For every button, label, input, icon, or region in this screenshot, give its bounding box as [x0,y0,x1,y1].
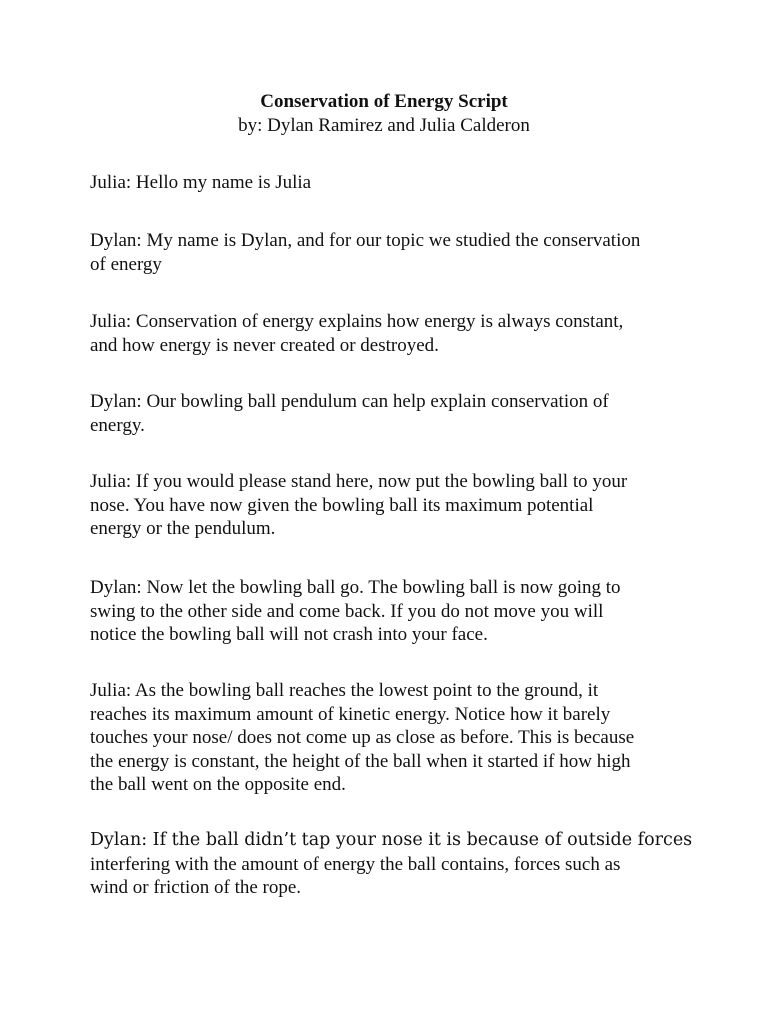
text-line: notice the bowling ball will not crash into your face. [90,624,488,645]
script-line-dylan-3 [90,576,690,647]
text-line: swing to the other side and come back. If you do not move you will [90,600,604,622]
text-line: Dylan: My name is Dylan, and for our topic we studied the conservation [90,230,641,251]
text-line: of energy [90,253,162,275]
script-line-dylan-2 [90,390,690,437]
document-title: Conservation of Energy Script [260,91,508,112]
script-line-dylan-1 [90,229,690,276]
text-line: the ball went on the opposite end. [90,774,346,795]
text-line: Dylan: Now let the bowling ball go. The bowling ball is now going to [90,577,621,598]
text-line: Julia: If you would please stand here, now put the bowling ball to your [90,471,628,492]
script-line-julia-4 [90,679,690,797]
text-line: Julia: Conservation of energy explains how energy is always constant, [90,311,624,332]
text-line: energy or the pendulum. [90,518,276,539]
text-line: Julia: As the bowling ball reaches the lowest point to the ground, it [90,680,599,701]
text-line: and how energy is never created or destroyed. [90,334,439,356]
text-line: reaches its maximum amount of kinetic energy. Notice how it barely [90,703,611,725]
text-line: Dylan: If the ball didn’t tap your nose it is because of outside forces [90,830,693,850]
script-line-julia-1 [90,171,690,195]
script-line-julia-2 [90,310,690,357]
script-line-julia-3 [90,470,690,541]
text-line: energy. [90,414,145,436]
text-line: wind or friction of the rope. [90,877,302,898]
document-byline: by: Dylan Ramirez and Julia Calderon [238,115,530,136]
text-line: interfering with the amount of energy the ball contains, forces such as [90,853,621,875]
text-line: Julia: Hello my name is Julia [90,172,312,193]
script-line-dylan-4 [90,829,693,900]
text-line: nose. You have now given the bowling ball its maximum potential [90,494,594,516]
text-line: Dylan: Our bowling ball pendulum can help explain conservation of [90,391,609,412]
text-line: touches your nose/ does not come up as close as before. This is because [90,727,635,748]
text-line: the energy is constant, the height of the ball when it started if how high [90,750,631,772]
